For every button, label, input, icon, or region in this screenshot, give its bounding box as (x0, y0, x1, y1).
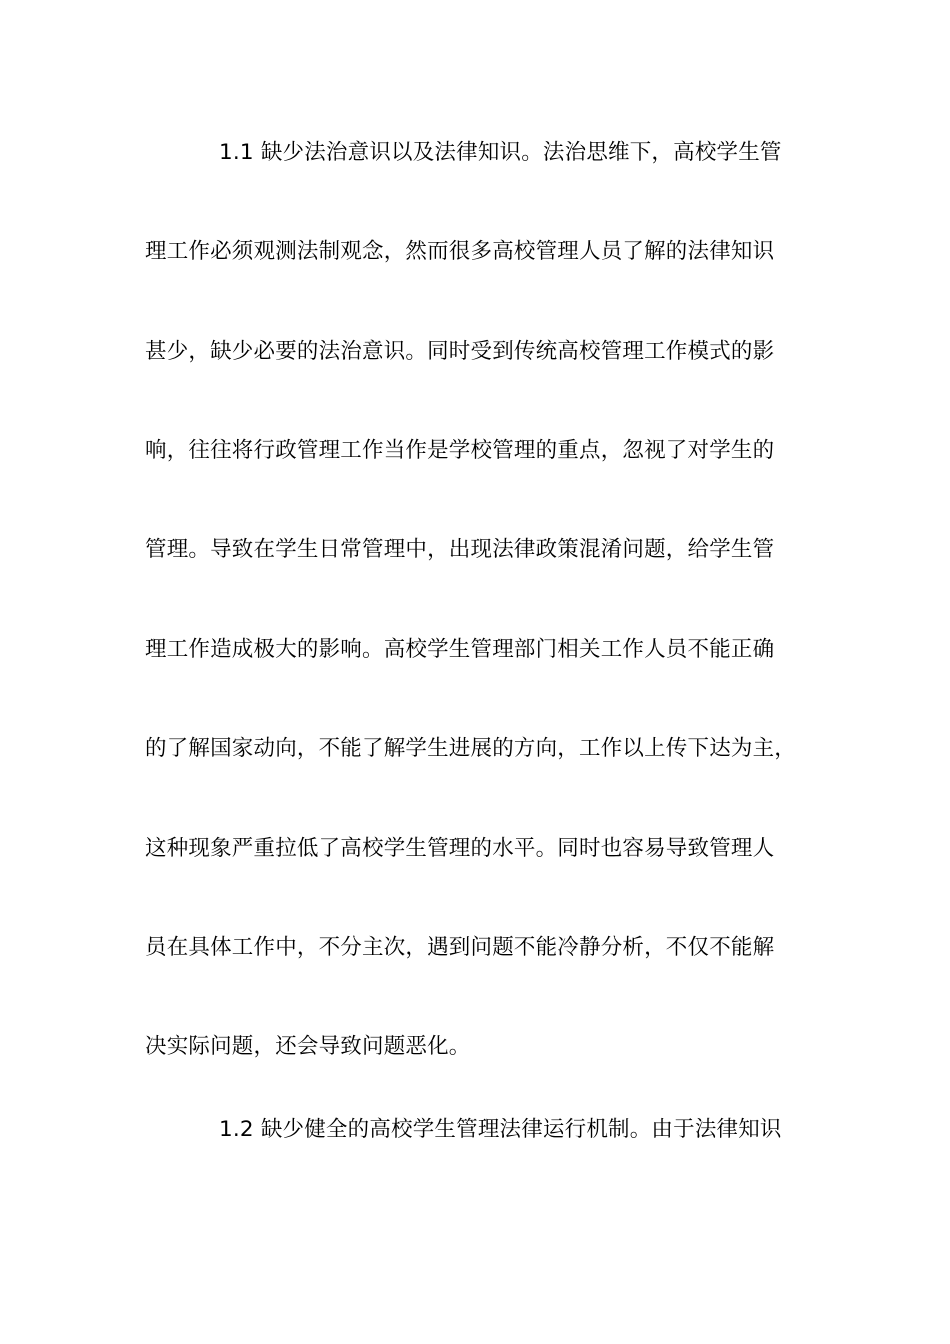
paragraph-1-line-2: 理工作必须观测法制观念，然而很多高校管理人员了解的法律知识 (145, 239, 775, 264)
paragraph-1-line-8: 这种现象严重拉低了高校学生管理的水平。同时也容易导致管理人 (145, 836, 775, 861)
paragraph-1-line-10: 决实际问题，还会导致问题恶化。 (145, 1034, 471, 1059)
paragraph-2-line-1: 1.2 缺少健全的高校学生管理法律运行机制。由于法律知识 (219, 1117, 782, 1142)
paragraph-1-line-7: 的了解国家动向，不能了解学生进展的方向，工作以上传下达为主， (145, 736, 797, 761)
paragraph-1-line-4: 响，往往将行政管理工作当作是学校管理的重点，忽视了对学生的 (145, 438, 775, 463)
paragraph-1-line-3: 甚少，缺少必要的法治意识。同时受到传统高校管理工作模式的影 (145, 339, 775, 364)
paragraph-1-line-5: 管理。导致在学生日常管理中，出现法律政策混淆问题，给学生管 (145, 537, 775, 562)
paragraph-1-line-1: 1.1 缺少法治意识以及法律知识。法治思维下，高校学生管 (219, 140, 782, 165)
paragraph-1-line-9: 员在具体工作中，不分主次，遇到问题不能冷静分析，不仅不能解 (145, 935, 775, 960)
paragraph-1-line-6: 理工作造成极大的影响。高校学生管理部门相关工作人员不能正确 (145, 637, 775, 662)
